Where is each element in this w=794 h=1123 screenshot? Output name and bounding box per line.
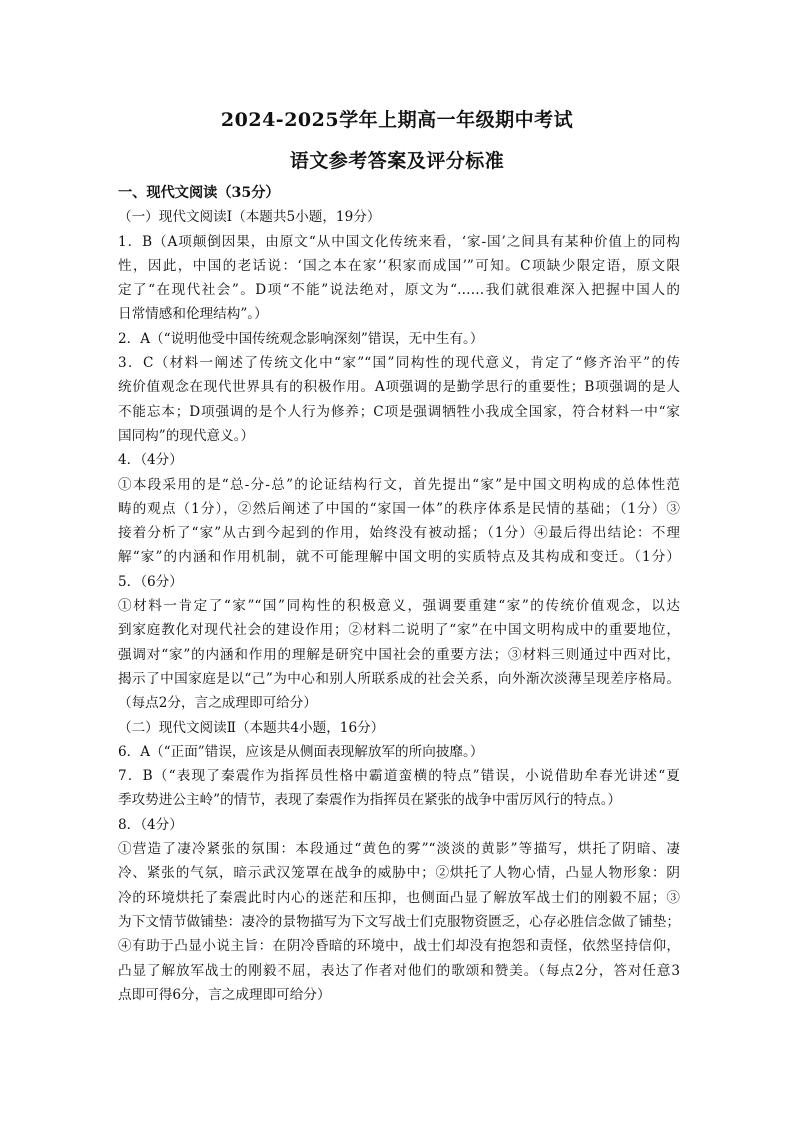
answer-line: 不能忘本；D项强调的是个人行为修养；C项是强调牺牲小我成全国家，符合材料一中“家 bbox=[118, 403, 680, 420]
answer-line: 到家庭教化对现代社会的建设作用；②材料二说明了“家”在中国文明构成中的重要地位， bbox=[118, 622, 680, 639]
answer-line: 为下文情节做铺垫：凄冷的景物描写为下文写战士们克服物资匮乏，心存必胜信念做了铺垫； bbox=[118, 913, 680, 930]
page-subtitle: 语文参考答案及评分标准 bbox=[289, 150, 505, 172]
question-number: 4．（4分） bbox=[118, 452, 183, 469]
answer-line: 季攻势进公主岭”的情节，表现了秦震作为指挥员在紧张的战争中雷厉风行的特点。） bbox=[118, 792, 622, 809]
answer-line: 强调对“家”的内涵和作用的理解是研究中国社会的重要方法；③材料三则通过中西对比， bbox=[118, 646, 680, 663]
answer-line: ④有助于凸显小说主旨：在阴冷昏暗的环境中，战士们却没有抱怨和责怪，依然坚持信仰， bbox=[118, 938, 680, 955]
question-number: 8．（4分） bbox=[118, 816, 183, 833]
subsection-heading-reading-2: （二）现代文阅读Ⅱ（本题共4小题，16分） bbox=[118, 719, 385, 736]
answer-line: ①营造了凄冷紧张的氛围：本段通过“黄色的雾”“淡淡的黄影”等描写，烘托了阴暗、凄 bbox=[118, 841, 680, 858]
answer-line: 冷、紧张的气氛，暗示武汉笼罩在战争的威胁中；②烘托了人物心情，凸显人物形象：阴 bbox=[118, 865, 680, 882]
scoring-note: （每点2分，言之成理即可给分） bbox=[118, 695, 317, 712]
answer-line: ①本段采用的是“总-分-总”的论证结构行文，首先提出“家”是中国文明构成的总体性范 bbox=[118, 476, 680, 493]
subsection-heading-reading-1: （一）现代文阅读Ⅰ（本题共5小题，19分） bbox=[118, 209, 381, 226]
answer-line: 7．B（“表现了秦震作为指挥员性格中霸道蛮横的特点”错误，小说借助牟春光讲述“夏 bbox=[118, 768, 680, 785]
answer-line: 日常情感和伦理结构”。） bbox=[118, 306, 268, 323]
answer-line: 1．B（A项颠倒因果，由原文“从中国文化传统来看，‘家-国’之间具有某种价值上的同构 bbox=[118, 233, 680, 250]
answer-line: 解“家”的内涵和作用机制，就不可能理解中国文明的实质特点及其构成和变迁。（1分） bbox=[118, 549, 680, 566]
answer-line: 冷的环境烘托了秦震此时内心的迷茫和压抑，也侧面凸显了解放军战士们的刚毅不屈；③ bbox=[118, 889, 680, 906]
question-number: 5．（6分） bbox=[118, 573, 183, 590]
answer-line: 国同构”的现代意义。） bbox=[118, 427, 255, 444]
answer-line: 凸显了解放军战士的刚毅不屈，表达了作者对他们的歌颂和赞美。（每点2分，答对任意3 bbox=[118, 962, 680, 979]
page-title: 2024-2025学年上期高一年级期中考试 bbox=[220, 109, 574, 131]
answer-line: 揭示了中国家庭是以“己”为中心和别人所联系成的社会关系，向外渐次淡薄呈现差序格局。 bbox=[118, 670, 680, 687]
answer-body bbox=[118, 181, 680, 1007]
answer-line: ①材料一肯定了“家”“国”同构性的积极意义，强调要重建“家”的传统价值观念，以达 bbox=[118, 598, 680, 615]
answer-line: 6．A（“正面”错误，应该是从侧面表现解放军的所向披靡。） bbox=[118, 743, 484, 760]
answer-line: 统价值观念在现代世界具有的积极作用。A项强调的是勤学思行的重要性；B项强调的是人 bbox=[118, 379, 680, 396]
answer-line: 性，因此，中国的老话说：‘国之本在家’‘积家而成国’”可知。C项缺少限定语，原文限 bbox=[118, 257, 680, 274]
scoring-note: 点即可得6分，言之成理即可给分） bbox=[118, 986, 331, 1003]
section-heading-modern-reading: 一、现代文阅读（35分） bbox=[118, 185, 280, 201]
answer-line: 畴的观点（1分），②然后阐述了中国的“家国一体”的秩序体系是民情的基础；（1分）③ bbox=[118, 500, 680, 517]
answer-line: 定了“在现代社会”。D项“不能”说法绝对，原文为“……我们就很难深入把握中国人的 bbox=[118, 282, 680, 299]
answer-line: 接着分析了“家”从古到今起到的作用，始终没有被动摇；（1分）④最后得出结论：不理 bbox=[118, 525, 680, 542]
answer-line: 2．A（“说明他受中国传统观念影响深刻”错误，无中生有。） bbox=[118, 330, 484, 347]
answer-line: 3．C（材料一阐述了传统文化中“家”“国”同构性的现代意义，肯定了“修齐治平”的传 bbox=[118, 355, 680, 372]
